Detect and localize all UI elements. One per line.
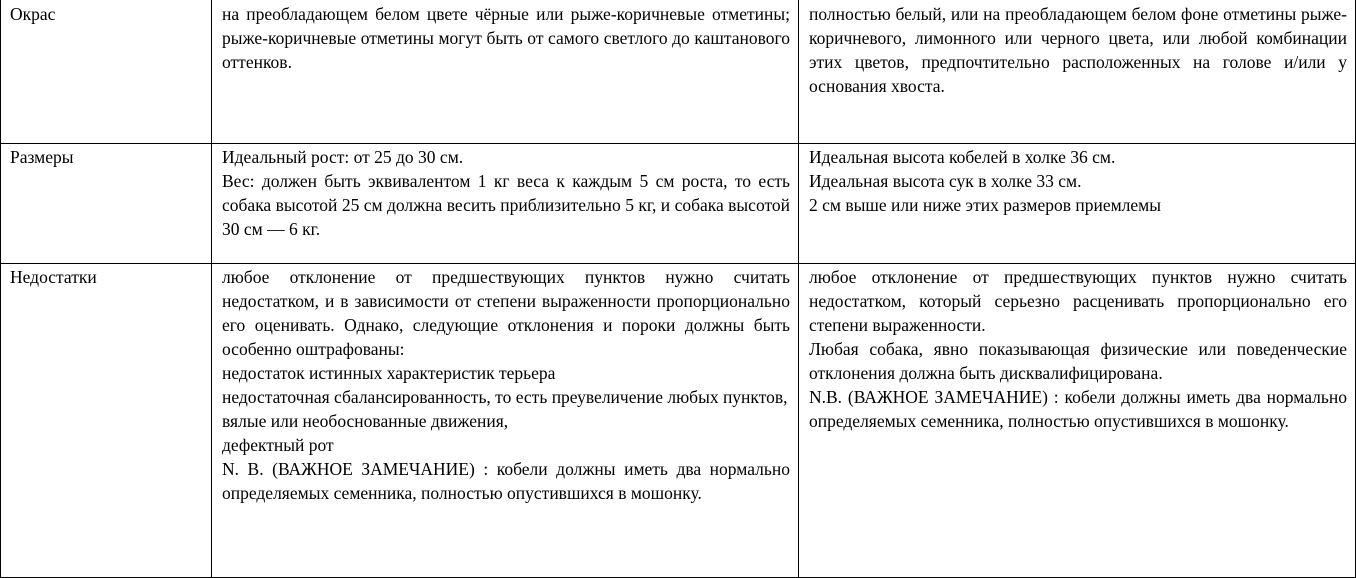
cell-paragraph: Вес: должен быть эквивалентом 1 кг веса к каждым 5 см роста, то есть собака высотой 25 см должна весить приблизительно 5 кг, и собака высотой 30 см — 6 кг.: [222, 171, 790, 239]
cell-paragraph: Идеальная высота сук в холке 33 см.: [809, 171, 1082, 191]
cell-paragraph: любое отклонение от предшествующих пунктов нужно считать недостатком, который серьезно расценивать пропорционально его степени выраженности.: [809, 267, 1347, 335]
cell-paragraph: дефектный рот: [222, 435, 334, 455]
cell-paragraph: полностью белый, или на преобладающем белом фоне отметины рыже-коричневого, лимонного или черного цвета, или любой комбинации этих цветов, предпочтительно расположенных на голове и/или у основания хвоста.: [809, 4, 1347, 96]
table-row-size-col2: [809, 145, 1347, 217]
row-divider-1: [0, 143, 1356, 144]
table-row-size-label: Размеры: [10, 147, 74, 167]
cell-paragraph: 2 см выше или ниже этих размеров приемлемы: [809, 195, 1162, 215]
table-row-faults-label: Недостатки: [10, 267, 97, 287]
row-divider-2: [0, 263, 1356, 264]
table-row-color-col1: [222, 2, 790, 74]
cell-paragraph: Идеальная высота кобелей в холке 36 см.: [809, 147, 1116, 167]
table-row-faults-col1: [222, 265, 790, 505]
table-row-color-col2: [809, 2, 1347, 98]
table-row-size-col1: [222, 145, 790, 241]
cell-paragraph: N.B. (ВАЖНОЕ ЗАМЕЧАНИЕ) : кобели должны иметь два нормально определяемых семенника, полностью опустившихся в мошонку.: [809, 387, 1347, 431]
column-divider-1: [211, 0, 212, 578]
cell-paragraph: N. B. (ВАЖНОЕ ЗАМЕЧАНИЕ) : кобели должны иметь два нормально определяемых семенника, полностью опустившихся в мошонку.: [222, 459, 790, 503]
cell-paragraph: любое отклонение от предшествующих пунктов нужно считать недостатком, и в зависимости от степени выраженности пропорционально его оценивать. Однако, следующие отклонения и пороки должны быть особенно оштрафованы:: [222, 267, 790, 359]
column-divider-2: [798, 0, 799, 578]
cell-paragraph: Любая собака, явно показывающая физические или поведенческие отклонения должна быть дисквалифицирована.: [809, 339, 1347, 383]
cell-paragraph: Идеальный рост: от 25 до 30 см.: [222, 147, 464, 167]
cell-paragraph: на преобладающем белом цвете чёрные или рыже-коричневые отметины; рыже-коричневые отметины могут быть от самого светлого до каштанового оттенков.: [222, 4, 790, 72]
table-row-color-label: Окрас: [10, 4, 56, 24]
cell-paragraph: недостаточная сбалансированность, то есть преувеличение любых пунктов,: [222, 387, 788, 407]
table-border-left: [0, 0, 1, 578]
table-row-faults-col2: [809, 265, 1347, 433]
cell-paragraph: недостаток истинных характеристик терьера: [222, 363, 556, 383]
cell-paragraph: вялые или необоснованные движения,: [222, 411, 509, 431]
